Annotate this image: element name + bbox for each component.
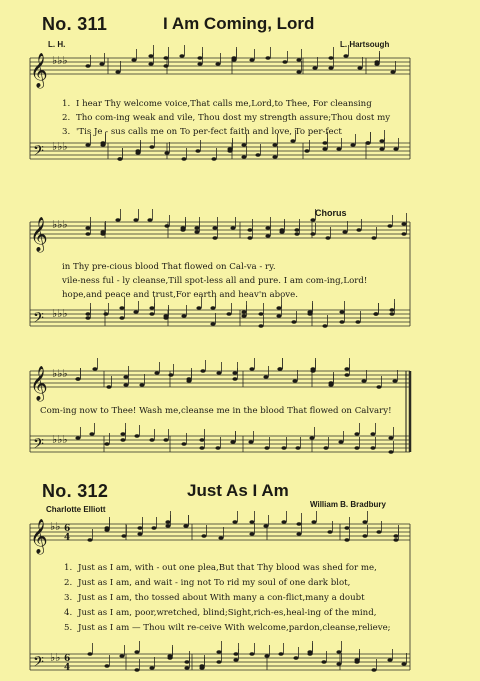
note-head — [296, 70, 301, 74]
note-head — [163, 64, 168, 68]
note-head — [75, 377, 80, 381]
note-head — [199, 446, 204, 450]
note-head — [164, 224, 169, 228]
note-head — [379, 147, 384, 151]
note-head — [87, 652, 92, 656]
note-head — [148, 54, 153, 58]
note-head — [179, 54, 184, 58]
note-head — [371, 236, 376, 240]
note-head — [392, 379, 397, 383]
note-head — [184, 660, 189, 664]
note-head — [248, 440, 253, 444]
note-head — [355, 320, 360, 324]
note-head — [212, 226, 217, 230]
note-head — [387, 224, 392, 228]
note-head — [134, 668, 139, 672]
note-head — [290, 139, 295, 143]
note-head — [291, 320, 296, 324]
note-head — [379, 139, 384, 143]
note-head — [100, 230, 105, 234]
note-head — [389, 312, 394, 316]
note-head — [376, 530, 381, 534]
music-credit: William B. Bradbury — [310, 500, 386, 509]
note-head — [241, 314, 246, 318]
svg-text:♭♭♭: ♭♭♭ — [52, 307, 68, 320]
note-head — [194, 230, 199, 234]
note-head — [263, 524, 268, 528]
note-head — [265, 56, 270, 60]
system2-line-3: hope,and peace and trust,For earth and heav'n above. — [62, 290, 298, 300]
svg-text:𝄢: 𝄢 — [33, 654, 44, 674]
note-head — [106, 385, 111, 389]
svg-text:6: 6 — [64, 654, 71, 664]
note-head — [121, 534, 126, 538]
note-head — [210, 322, 215, 326]
note-head — [343, 54, 348, 58]
music-credit: L. Hartsough — [340, 40, 390, 49]
note-head — [263, 375, 268, 379]
note-head — [123, 375, 128, 379]
note-head — [388, 450, 393, 454]
note-head — [249, 58, 254, 62]
note-head — [255, 153, 260, 157]
note-head — [336, 662, 341, 666]
hymn-title: I Am Coming, Lord — [163, 14, 315, 33]
note-head — [310, 218, 315, 222]
note-head — [344, 526, 349, 530]
note-head — [350, 143, 355, 147]
note-head — [307, 312, 312, 316]
note-head — [104, 664, 109, 668]
note-head — [218, 536, 223, 540]
verse-line-4: 4. Just as I am, poor,wretched, blind;Sight,rich-es,heal-ing of the mind, — [64, 608, 377, 618]
note-head — [92, 367, 97, 371]
note-head — [278, 652, 283, 656]
note-head — [194, 226, 199, 230]
note-head — [389, 308, 394, 312]
note-head — [309, 436, 314, 440]
note-head — [310, 367, 315, 371]
note-head — [75, 436, 80, 440]
note-head — [233, 652, 238, 656]
note-head — [85, 312, 90, 316]
note-head — [370, 432, 375, 436]
note-head — [293, 656, 298, 660]
note-head — [328, 381, 333, 385]
note-head — [133, 310, 138, 314]
words-credit: Charlotte Elliott — [46, 505, 106, 514]
svg-text:♭♭♭: ♭♭♭ — [52, 140, 68, 153]
note-head — [163, 438, 168, 442]
note-head — [197, 62, 202, 66]
note-head — [312, 66, 317, 70]
note-head — [131, 58, 136, 62]
note-head — [322, 324, 327, 328]
note-head — [339, 310, 344, 314]
note-head — [167, 656, 172, 660]
note-head — [296, 522, 301, 526]
note-head — [149, 666, 154, 670]
note-head — [276, 306, 281, 310]
note-head — [401, 222, 406, 226]
note-head — [180, 226, 185, 230]
note-head — [89, 432, 94, 436]
note-head — [342, 230, 347, 234]
note-head — [85, 226, 90, 230]
note-head — [134, 434, 139, 438]
note-head — [151, 526, 156, 530]
svg-text:4: 4 — [64, 533, 71, 543]
note-head — [272, 155, 277, 159]
chorus-label: Chorus — [315, 208, 347, 218]
note-head — [85, 232, 90, 236]
note-head — [304, 149, 309, 153]
note-head — [103, 312, 108, 316]
note-head — [322, 141, 327, 145]
note-head — [186, 377, 191, 381]
note-head — [165, 524, 170, 528]
verse-line-2: 2. Just as I am, and wait - ing not To rid my soul of one dark blot, — [64, 578, 351, 588]
note-head — [120, 432, 125, 436]
note-head — [216, 660, 221, 664]
note-head — [356, 228, 361, 232]
svg-text:6: 6 — [64, 524, 71, 534]
note-head — [321, 660, 326, 664]
svg-text:𝄞: 𝄞 — [30, 519, 48, 554]
note-head — [327, 530, 332, 534]
note-head — [149, 438, 154, 442]
svg-text:𝄞: 𝄞 — [30, 217, 48, 252]
note-head — [230, 440, 235, 444]
note-head — [249, 520, 254, 524]
note-head — [376, 385, 381, 389]
note-head — [241, 310, 246, 314]
svg-text:♭♭♭: ♭♭♭ — [52, 218, 68, 231]
note-head — [196, 306, 201, 310]
note-head — [164, 151, 169, 155]
note-head — [249, 652, 254, 656]
verse-line-3: 3. Just as I am, tho tossed about With many a con-flict,many a doubt — [64, 593, 365, 603]
note-head — [294, 228, 299, 232]
note-head — [199, 438, 204, 442]
note-head — [279, 230, 284, 234]
note-head — [336, 147, 341, 151]
note-head — [281, 446, 286, 450]
note-head — [199, 666, 204, 670]
note-head — [277, 367, 282, 371]
note-head — [354, 432, 359, 436]
note-head — [294, 232, 299, 236]
note-head — [388, 436, 393, 440]
svg-text:♭♭: ♭♭ — [50, 520, 61, 533]
note-head — [201, 534, 206, 538]
svg-text:4: 4 — [64, 663, 71, 673]
note-head — [265, 234, 270, 238]
note-head — [387, 658, 392, 662]
note-head — [197, 56, 202, 60]
note-head — [249, 532, 254, 536]
note-head — [123, 383, 128, 387]
note-head — [87, 538, 92, 542]
note-head — [231, 56, 236, 60]
hymn-number: No. 311 — [42, 14, 108, 34]
note-head — [215, 62, 220, 66]
note-head — [361, 379, 366, 383]
svg-text:𝄞: 𝄞 — [30, 366, 48, 401]
note-head — [115, 70, 120, 74]
note-head — [325, 236, 330, 240]
note-head — [210, 306, 215, 310]
note-head — [85, 64, 90, 68]
note-head — [134, 650, 139, 654]
note-head — [99, 62, 104, 66]
note-head — [212, 236, 217, 240]
note-head — [100, 143, 105, 147]
note-head — [295, 446, 300, 450]
note-head — [344, 373, 349, 377]
verse-line-2: 2. Tho com-ing weak and vile, Thou dost my strength assure;Thou dost my — [62, 113, 391, 123]
note-head — [147, 218, 152, 222]
svg-text:𝄢: 𝄢 — [33, 143, 44, 163]
note-head — [247, 236, 252, 240]
note-head — [227, 147, 232, 151]
svg-text:♭♭♭: ♭♭♭ — [52, 367, 68, 380]
svg-text:𝄞: 𝄞 — [30, 53, 48, 88]
note-head — [137, 526, 142, 530]
note-head — [247, 228, 252, 232]
note-head — [163, 56, 168, 60]
note-head — [230, 226, 235, 230]
note-head — [211, 157, 216, 161]
note-head — [264, 446, 269, 450]
words-credit: L. H. — [48, 40, 66, 49]
note-head — [120, 438, 125, 442]
note-head — [265, 226, 270, 230]
svg-text:𝄢: 𝄢 — [33, 436, 44, 456]
note-head — [249, 367, 254, 371]
note-head — [139, 383, 144, 387]
system3-line: Com-ing now to Thee! Wash me,cleanse me in the blood That flowed on Calvary! — [40, 406, 392, 416]
note-head — [154, 371, 159, 375]
note-head — [328, 56, 333, 60]
verse-line-1: 1. I hear Thy welcome voice,That calls me,Lord,to Thee, For cleansing — [62, 99, 372, 109]
note-head — [119, 316, 124, 320]
note-head — [338, 440, 343, 444]
note-head — [344, 367, 349, 371]
note-head — [354, 660, 359, 664]
note-head — [148, 62, 153, 66]
note-head — [328, 66, 333, 70]
note-head — [258, 324, 263, 328]
note-head — [296, 58, 301, 62]
note-head — [85, 143, 90, 147]
note-head — [374, 62, 379, 66]
note-head — [310, 232, 315, 236]
note-head — [163, 316, 168, 320]
note-head — [241, 143, 246, 147]
note-head — [181, 157, 186, 161]
note-head — [371, 668, 376, 672]
note-head — [117, 157, 122, 161]
note-head — [241, 155, 246, 159]
note-head — [292, 379, 297, 383]
note-head — [226, 312, 231, 316]
note-head — [181, 442, 186, 446]
note-head — [393, 534, 398, 538]
note-head — [216, 650, 221, 654]
note-head — [232, 371, 237, 375]
hymn-title: Just As I Am — [187, 481, 289, 500]
note-head — [307, 650, 312, 654]
note-head — [272, 143, 277, 147]
note-head — [357, 66, 362, 70]
note-head — [149, 312, 154, 316]
note-head — [165, 520, 170, 524]
note-head — [373, 312, 378, 316]
note-head — [195, 149, 200, 153]
note-head — [323, 446, 328, 450]
note-head — [401, 232, 406, 236]
note-head — [258, 312, 263, 316]
note-head — [344, 538, 349, 542]
note-head — [365, 141, 370, 145]
note-head — [216, 371, 221, 375]
note-head — [282, 60, 287, 64]
note-head — [354, 446, 359, 450]
note-head — [104, 442, 109, 446]
note-head — [296, 532, 301, 536]
note-head — [362, 534, 367, 538]
note-head — [311, 520, 316, 524]
verse-line-3: 3. 'Tis Je - sus calls me on To per-fect faith and love, To per-fect — [62, 127, 342, 137]
note-head — [336, 650, 341, 654]
note-head — [181, 314, 186, 318]
verse-line-1: 1. Just as I am, with - out one plea,But that Thy blood was shed for me, — [64, 563, 377, 573]
note-head — [393, 538, 398, 542]
svg-text:♭♭: ♭♭ — [50, 651, 61, 664]
note-head — [85, 316, 90, 320]
note-head — [135, 149, 140, 153]
svg-text:♭♭♭: ♭♭♭ — [52, 54, 68, 67]
note-head — [149, 145, 154, 149]
note-head — [264, 654, 269, 658]
note-head — [322, 147, 327, 151]
note-head — [233, 658, 238, 662]
note-head — [183, 524, 188, 528]
hymn-number: No. 312 — [42, 481, 109, 501]
note-head — [370, 446, 375, 450]
note-head — [401, 662, 406, 666]
note-head — [104, 526, 109, 530]
note-head — [362, 520, 367, 524]
note-head — [149, 306, 154, 310]
note-head — [393, 147, 398, 151]
system2-line-2: vile-ness ful - ly cleanse,Till spot-less all and pure. I am com-ing,Lord! — [62, 276, 368, 286]
note-head — [133, 218, 138, 222]
verse-line-5: 5. Just as I am — Thou wilt re-ceive With welcome,pardon,cleanse,relieve; — [64, 623, 391, 633]
note-head — [119, 306, 124, 310]
note-head — [276, 314, 281, 318]
note-head — [232, 520, 237, 524]
note-head — [115, 218, 120, 222]
note-head — [232, 377, 237, 381]
note-head — [281, 520, 286, 524]
note-head — [390, 70, 395, 74]
note-head — [200, 369, 205, 373]
svg-text:𝄢: 𝄢 — [33, 310, 44, 330]
note-head — [215, 446, 220, 450]
note-head — [339, 320, 344, 324]
note-head — [184, 666, 189, 670]
note-head — [119, 654, 124, 658]
note-head — [137, 532, 142, 536]
svg-text:♭♭♭: ♭♭♭ — [52, 433, 68, 446]
system2-line-1: in Thy pre-cious blood That flowed on Cal-va - ry. — [62, 262, 276, 272]
note-head — [168, 373, 173, 377]
